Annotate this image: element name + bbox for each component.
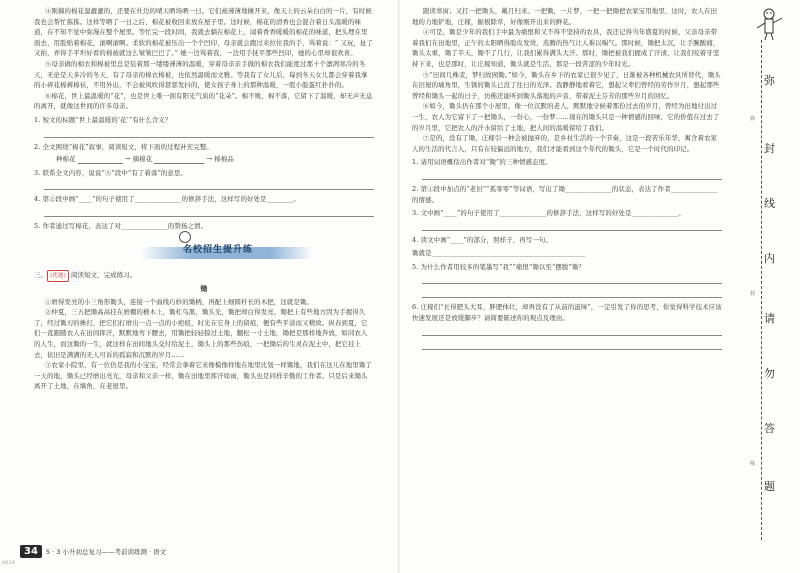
arrow-icon: → — [206, 155, 213, 164]
page-number: 34 — [20, 545, 42, 558]
flow-blank[interactable] — [154, 155, 204, 164]
section-instruction: 阅读短文，完成练习。 — [71, 270, 137, 279]
question-4: 4. 第②段中画“____”的句子使用了______________的修辞手法，这样写的好处是________。 — [34, 195, 300, 204]
essay-paragraph-r3: ⑤“田间几株麦，梦归故园锄。”如今，锄头在乡下的农家已很少见了，日渐被各种机械农具所替代，锄头在旧屋的墙角里，生锈的锄头已没了往日的光泽。我静静地看着它，想起父辈们曾经的劳作岁月，想起那些曾经和锄头一起的日子，仿佛还能听到锄头落地的声音，带着泥土芬芳的那些岁月的回忆。 — [412, 70, 721, 100]
flow-end: 棉棉品 — [214, 155, 234, 164]
question-r6: 6. 庄稼们“长得肥头大耳，胖肥体壮，却再没有了从前的滋味”，一定引发了你的思考，你觉得科学技术应该快速发展还是放缓脚步？请简要陈述你的观点及理由。 — [412, 303, 722, 323]
answer-line[interactable] — [422, 221, 722, 231]
question-2: 2. 全文围绕“棉花”叙事，阅读短文，将下面的过程补充完整。 — [34, 142, 213, 151]
paragraph-5: ⑤母亲做的棉衣和棉被里总是装着那一缕缕薄薄的温暖，穿着母亲亲手做的棉衣我们能度过那十个凛冽寒冷的冬天，无论是天多冷的冬天，有了母亲的棉衣棉被，也依然温暖而文雅。等我有了女儿后，每到冬天女儿都会穿着我拿的小碎花棉裤棉袄，不用外出，不会被风吹得瑟瑟发抖的，使女孩子身上的那种温暖，一股小脸蛋红扑扑的。 — [34, 59, 368, 90]
answer-line[interactable] — [422, 170, 722, 180]
essay-paragraph-3: ③农家小院里，有一位仍是我的小宝宝，经常会拿着它来像模像样地在地里比划一样锄地，我们在这儿在地里锄了一天的地，锄头已经磨出亮光，母亲和父亲一样，锄在田地里挥汗如雨，锄头也是同样辛勤的工作者。只是后来锄头离开了土地，在墙角，在老屋里。 — [34, 361, 372, 391]
flow-blank[interactable] — [78, 155, 123, 164]
paragraph-6: ⑥棉花，世上最温暖的“花”，也是世上唯一拥有阳光气质的“花朵”。棉不败，棉不落，它留下了温暖，却无声无息的离开，就像这世间的许多母亲。 — [34, 91, 373, 111]
answer-line[interactable] — [44, 207, 374, 217]
footer-text: 5 · 3 小升初总复习——考前训练测 · 语文 — [45, 548, 167, 556]
scan-stamp: 0024 — [2, 560, 15, 566]
question-r4-sample: 锄就是______________________________________________ — [412, 249, 586, 258]
seal-char: 弥 — [764, 74, 775, 87]
section-heading — [34, 270, 374, 283]
process-flow — [56, 154, 374, 165]
pencil-doodle-icon — [753, 6, 787, 42]
section-tag: (优题) — [47, 270, 69, 283]
right-column — [412, 6, 722, 354]
essay-paragraph-r4: ⑥如今，锄头仍在那个小屋里，像一位沉默的老人，默默地守候着那份过去的岁月，曾经为田地付出过一生，农人为它留下了一把锄头，一份心，一份梦……现在的锄头只是一种情感的回味，它的价值在过去了的岁月里，它把农人的汗水留给了土地，把人间的温暖留给了我们。 — [412, 102, 720, 132]
question-r4: 4. 读文中画“____”的部分，照样子，再写一句。 — [412, 235, 552, 244]
left-column — [34, 6, 374, 392]
answer-line[interactable] — [44, 180, 374, 190]
answer-line[interactable] — [422, 326, 722, 336]
answer-line[interactable] — [422, 340, 722, 350]
right-page — [400, 0, 800, 573]
question-r1: 1. 请用词语概括出作者对“锄”的三种情感态度。 — [412, 158, 552, 167]
flow-start: 种棉花 — [56, 155, 76, 164]
seal-small-label: 封 — [750, 291, 756, 297]
essay-paragraph-r1: 跟读寒窗；又扛一把锄头，戴月归来。一把锄，一片梦，一把一把锄把农家宝用地里，这时，农人在田地的力地铲地，庄稼，掘根除草，好像刚开出来的鲜花。 — [412, 7, 718, 26]
seal-char: 请 — [764, 312, 775, 325]
paragraph-4: ④刚摘的棉花湿漉漉的，还要在灶边的晴天晒场晒一日。它们被薄薄地摊开来，像天上的云朵白白的一片，有时候我也会帮忙拣拣。这样等晒了一日之后，棉花被收回来放在屋子里。这时候，棉花的清香也会混合着日头温暖的味道，在不知不觉中弥漫在整个屋里。等忙完一段时间，我就去躺在棉花上，闻着香香暖暖的棉花的味道，把头埋在里面去，用脸贴着棉花，滚啊滚啊。柔软的棉花被压出一个个凹印，母亲就会跑过来拉住我的手，骂着说：“ 又玩，扯了又拍，弄得手平坦好看的棉被就这么皱皱巴巴了。” 她一边骂着我，一边用手抚平那些凹印，她的心里却很欢喜。 — [34, 7, 374, 58]
question-r2: 2. 第①段中加点的“老旧”“孤零零”等词语，写出了锄______________的状态，表达了作者______________的情感。 — [412, 184, 718, 204]
question-1: 1. 短文的标题“世上最温暖的‘花’”有什么含义？ — [34, 115, 172, 124]
seal-char: 封 — [764, 142, 775, 155]
essay-paragraph-r2: ④可是，锄是少年的我们手中最为痛恨和又不得不坚持的农具，我还记得当年盛夏的时候，父亲母亲带着我们在田地里，正午的太阳晒得脸皮发烫，蒸腾的热气让人难以喘气。那时候，锄把太沉，让手腕酸痛，锄头太重，锄了半天，锄不了几行，让我们累得满头大汗。那时，锄把被我们握成了汗渍，让我们咬着牙坚持下来，也是那时，让庄稼知道，锄头就是生活，那是一段苦涩的少年时光。 — [412, 28, 720, 68]
seal-char: 内 — [764, 252, 775, 265]
seal-char: 勿 — [764, 367, 775, 380]
question-3: 3. 联系全文内容，说说“⑤”段中“有了着落”的意思。 — [34, 168, 188, 177]
seal-dashed-line — [761, 40, 762, 540]
seal-char: 题 — [764, 480, 775, 493]
banner-label: 名校招生提升练 — [183, 244, 254, 255]
essay-paragraph-2: ②仲夏，三五把锄高高挂在磨棚的横木上，锄杠乌黑，锄头光，锄把却白得发亮。锄把上有些地方因为手握得久了，经过锄刃的捶打，把它们打磨出一点一点的小疤痕，时光在它身上的留痕，便有些平淡而又精致。纵春到夏，它们一直跟随农人在田间挥汗，默默地弯下腰去，用锄把轻轻掠过土地，翻松一寸土地，锄把是那样地奔放，如同农人的人生，而这锄的一生，就这样在田间地头交付给泥土，锄头上的那些伤痕，一把锄后的生灵在泥土中，把它挂上去，依旧是满满的无人可诉的孤寂和沉默的岁月…… — [34, 308, 368, 359]
arrow-icon: → — [124, 155, 131, 164]
flow-mid: 摘棉花 — [132, 155, 153, 164]
question-5: 5. 作者通过写棉花，表达了对______________的赞扬之情。 — [34, 221, 208, 230]
seal-small-label: 线 — [750, 461, 756, 467]
answer-line[interactable] — [422, 274, 722, 284]
seal-char: 线 — [764, 197, 775, 210]
question-r5: 5. 为什么作者用较多的笔墨写“我”“痛恨”锄以至“摆脱”锄？ — [412, 262, 585, 271]
question-r3: 3. 文中画“____”的句子使用了______________的修辞手法，这样写的好处是______________。 — [412, 209, 685, 218]
mascot-icon — [179, 231, 191, 243]
page-footer — [20, 545, 166, 558]
essay-paragraph-1: ①磨得发亮的小三角形锄头，连接一个曲线巧妙的锄柄，再配上细圆杆长的木把，这就是锄。 — [44, 297, 314, 306]
essay-title: 锄 — [200, 284, 208, 294]
essay-paragraph-r5: ⑦是的，没有了锄，庄稼引一种会被抛弃的，是乡村生活的一个节奏，这是一段苦乐年华，寓含着农家人的生活的代言人，只有在较偏远的地方，我们才能看到这个年代的锄头，它是一个时代的印记。 — [412, 134, 718, 153]
section-banner — [139, 240, 314, 266]
seal-line-sidebar — [747, 0, 800, 573]
section-number: 三、 — [34, 270, 48, 279]
seal-small-label: 弥 — [750, 116, 756, 122]
answer-line[interactable] — [422, 288, 722, 298]
answer-line[interactable] — [44, 128, 374, 138]
seal-char: 答 — [764, 422, 775, 435]
